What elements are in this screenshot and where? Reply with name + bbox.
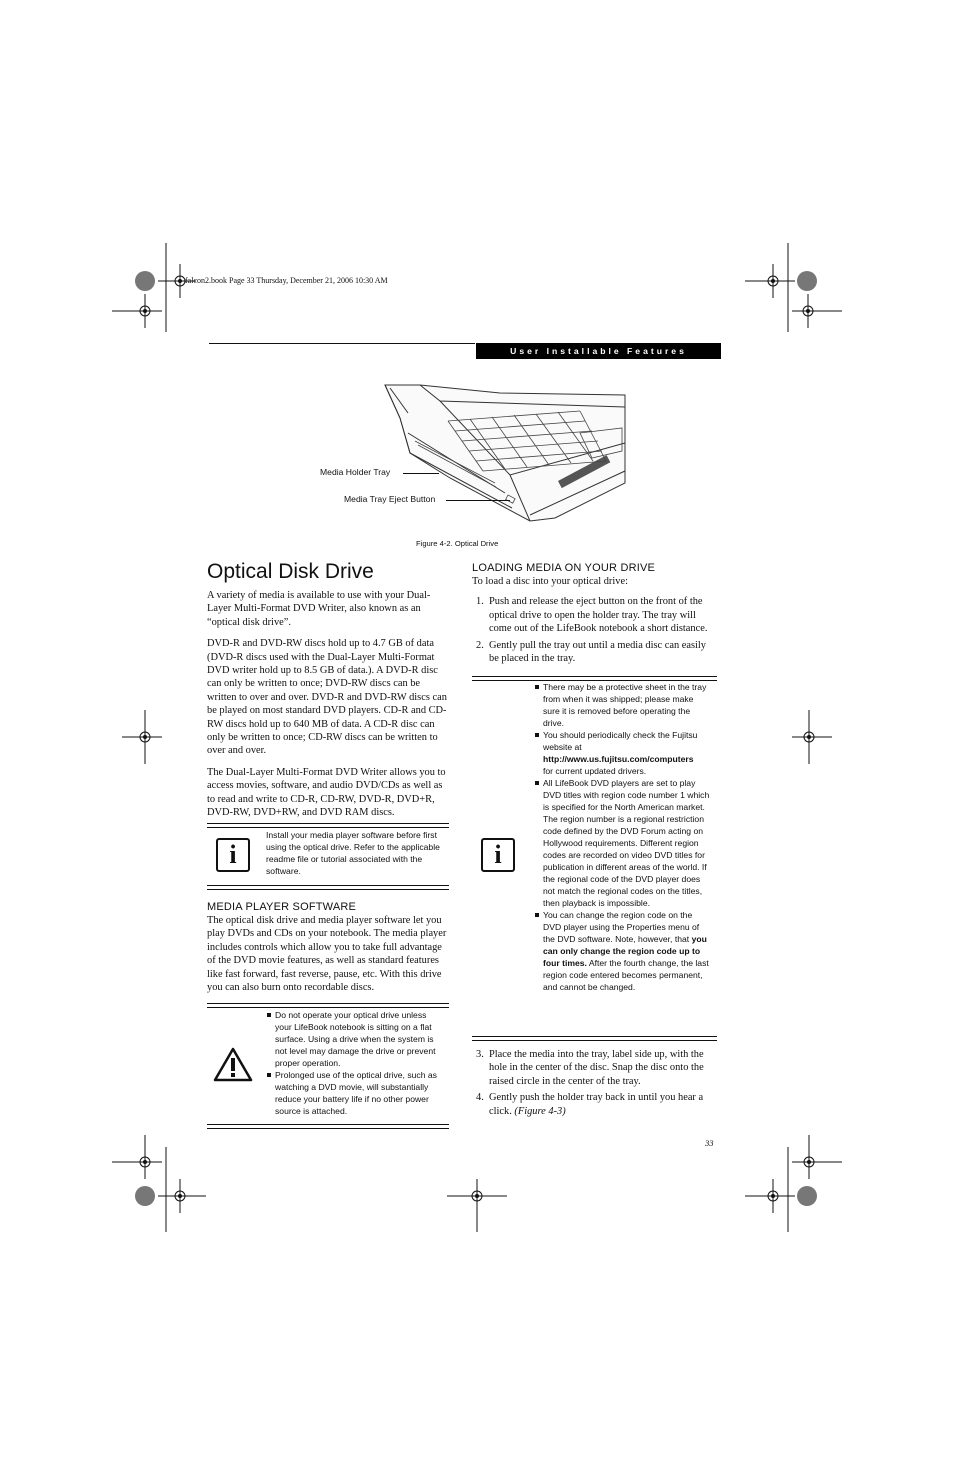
disc-capacity-paragraph: DVD-R and DVD-RW discs hold up to 4.7 GB of data (DVD-R discs used with the Dual-Layer Multi-Format DVD writer hold up to 8.5 GB of data.). A DVD-R disc can only be written to once; DVD-RW discs can be written to over and over. DVD-R and DVD-RW discs can be played on most standard DVD players. CD-R and CD-RW discs hold up to 640 MB of data. A CD-R disc can only be written to once; CD-RW discs can be written to over and over. — [207, 638, 447, 757]
print-header: falcon2.book Page 33 Thursday, December 21, 2006 10:30 AM — [185, 276, 388, 285]
caution-icon — [213, 1047, 253, 1083]
info-note-text: Install your media player software before first using the optical drive. Refer to the applicable readme file or tutorial associated with the software. — [266, 830, 440, 876]
caution-item: Prolonged use of the optical drive, such as watching a DVD movie, will substantially reduce your battery life if no other power source is attached. — [266, 1069, 444, 1117]
media-player-paragraph: The optical disk drive and media player software let you play DVDs and CDs on your notebook. The media player includes controls which allow you to take full advantage of the DVD movie features, as well as standard features like fast forward, fast reverse, pause, etc. With this drive you can also burn onto recordable discs. — [207, 915, 447, 994]
note-item: You should periodically check the Fujitsu website at http://www.us.fujitsu.com/computers for current updated drivers. — [534, 729, 712, 777]
header-rule — [209, 343, 475, 344]
loading-media-heading: LOADING MEDIA ON YOUR DRIVE — [472, 562, 656, 574]
steps-list-b — [472, 1048, 717, 1121]
step-item: 1. Push and release the eject button on the front of the optical drive to open the holder tray. The tray will come out of the LifeBook notebook a short distance. — [476, 596, 708, 635]
note-item: There may be a protective sheet in the tray from when it was shipped; please make sure it is removed before operating the drive. — [534, 681, 712, 729]
note-item: You can change the region code on the DVD player using the Properties menu of the DVD software. Note, however, that you can only change the region code up to four times. After the fourth change, the last region code entered becomes permanent, and cannot be changed. — [534, 909, 712, 993]
step-item: 4. Gently push the holder tray back in until you hear a click. (Figure 4-3) — [476, 1092, 704, 1117]
figure-caption: Figure 4-2. Optical Drive — [416, 539, 499, 548]
info-note2-bottom-rule — [472, 1036, 717, 1041]
media-player-heading: MEDIA PLAYER SOFTWARE — [207, 901, 357, 913]
leader-line-tray — [403, 473, 439, 474]
caution-item: Do not operate your optical drive unless your LifeBook notebook is sitting on a flat surface. Using a drive when the system is not level may damage the drive or prevent proper operation. — [266, 1009, 444, 1069]
label-media-holder-tray: Media Holder Tray — [320, 467, 391, 477]
info-note2-list — [534, 681, 712, 993]
leader-line-eject — [446, 500, 510, 501]
caution-top-rule — [207, 1003, 449, 1008]
left-column — [207, 560, 450, 820]
loading-intro: To load a disc into your optical drive: — [472, 576, 628, 587]
caution-list — [266, 1009, 444, 1117]
label-media-tray-eject-button: Media Tray Eject Button — [344, 494, 436, 504]
caution-bottom-rule — [207, 1124, 449, 1129]
section-title: Optical Disk Drive — [207, 560, 374, 583]
info-icon: i — [481, 838, 515, 872]
page-number: 33 — [705, 1138, 714, 1148]
fujitsu-url: http://www.us.fujitsu.com/computers — [543, 754, 694, 764]
running-header: User Installable Features — [476, 343, 721, 359]
right-column-top — [472, 562, 717, 668]
info-note-bottom-rule — [207, 885, 449, 890]
steps-list-a — [472, 595, 717, 665]
step-item: 2. Gently pull the tray out until a media disc can easily be placed in the tray. — [476, 639, 706, 665]
info-note-top-rule — [207, 823, 449, 828]
intro-paragraph: A variety of media is available to use with your Dual-Layer Multi-Format DVD Writer, also known as an “optical disk drive”. — [207, 590, 431, 628]
figure-reference: (Figure 4-3) — [514, 1105, 566, 1117]
note-item: All LifeBook DVD players are set to play DVD titles with region code number 1 which is specified for the North American market. The region number is a regional restriction code defined by the DVD Forum acting on Hollywood requirements. Different region codes are recorded on video DVD titles for publication in different areas of the world. If the regional code of the DVD player does not match the regional codes on the titles, then playback is impossible. — [534, 777, 712, 909]
info-icon: i — [216, 838, 250, 872]
media-player-section — [207, 901, 450, 994]
dvd-writer-paragraph: The Dual-Layer Multi-Format DVD Writer allows you to access movies, software, and audio DVD/CDs as well as to read and write to CD-R, CD-RW, DVD-R, DVD+R, DVD-RW, DVD+RW, and DVD RAM discs. — [207, 766, 446, 819]
step-item: 3. Place the media into the tray, label side up, with the hole in the center of the disc. Snap the disc onto the raised circle in the center of the tray. — [476, 1049, 704, 1087]
